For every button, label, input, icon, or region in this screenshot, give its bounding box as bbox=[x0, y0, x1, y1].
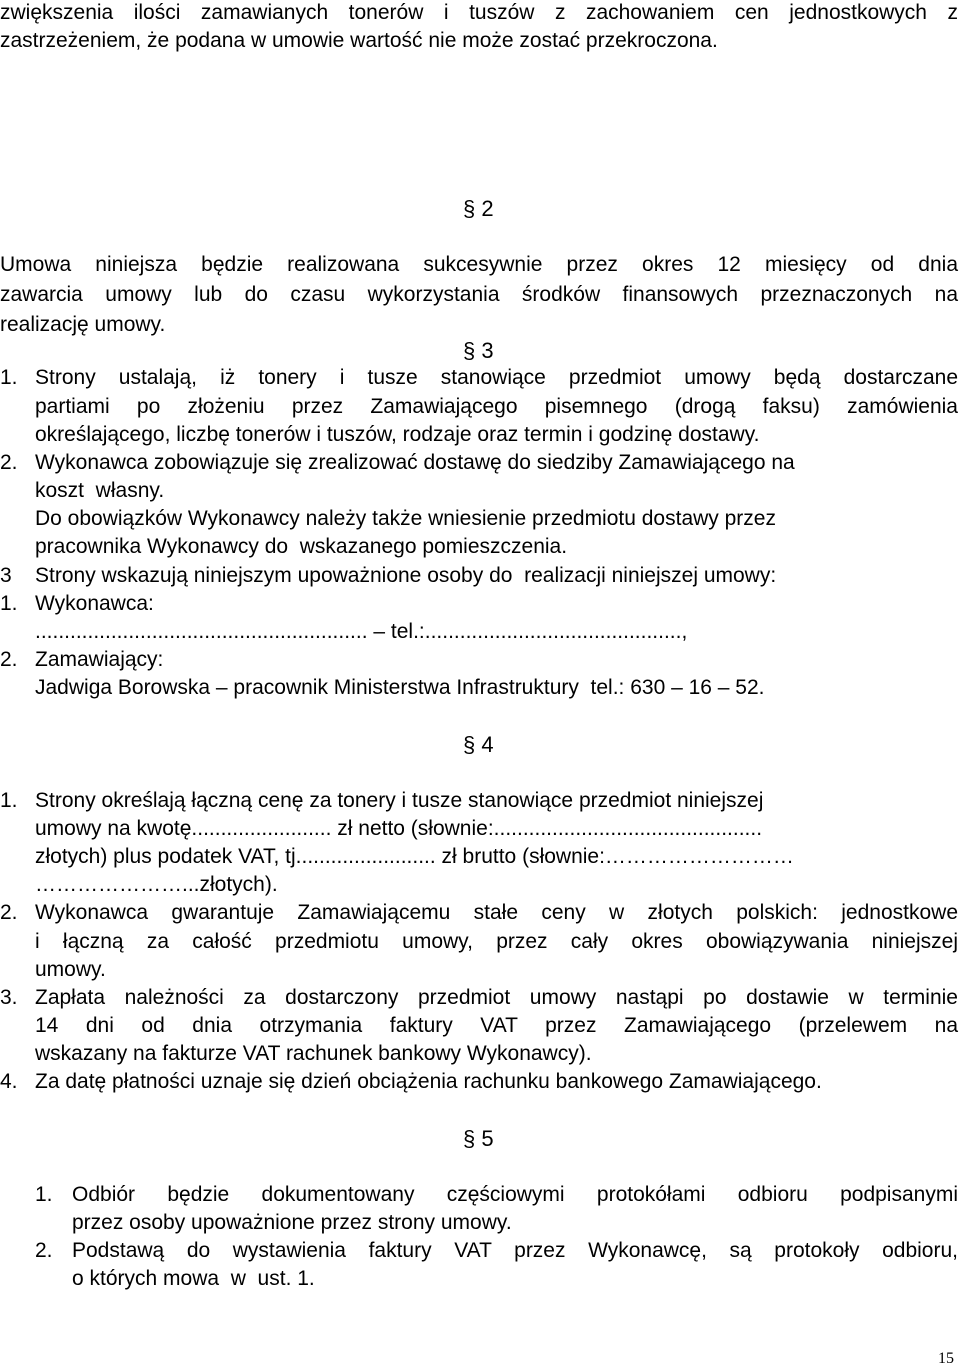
s3-p3-number: 3 bbox=[0, 564, 12, 587]
s5-p2-line-1: Podstawą do wystawienia faktury VAT przez Wykonawcę, są protokoły odbioru, bbox=[72, 1239, 958, 1262]
s4-p3-line-1: Zapłata należności za dostarczony przedmiot umowy nastąpi po dostawie w terminie bbox=[35, 986, 958, 1009]
s4-p3-line-3: wskazany na fakturze VAT rachunek bankowy Wykonawcy). bbox=[35, 1042, 592, 1065]
s3-sub2-line: Jadwiga Borowska – pracownik Ministerstwa Infrastruktury tel.: 630 – 16 – 52. bbox=[35, 676, 765, 699]
s4-p1-line-4: …………………...złotych). bbox=[35, 873, 278, 896]
s3-sub1-label: Wykonawca: bbox=[35, 592, 154, 615]
s3-p1-line-1: Strony ustalają, iż tonery i tusze stanowiące przedmiot umowy będą dostarczane bbox=[35, 366, 958, 389]
intro-line-2: zastrzeżeniem, że podana w umowie wartość nie może zostać przekroczona. bbox=[0, 29, 718, 52]
s3-p1-number: 1. bbox=[0, 366, 18, 389]
section-2-heading: § 2 bbox=[463, 196, 494, 221]
s4-p4-line-1: Za datę płatności uznaje się dzień obciążenia rachunku bankowego Zamawiającego. bbox=[35, 1070, 822, 1093]
s4-p3-number: 3. bbox=[0, 986, 18, 1009]
s3-p2-line-4: pracownika Wykonawcy do wskazanego pomieszczenia. bbox=[35, 535, 568, 558]
section-5-heading: § 5 bbox=[463, 1126, 494, 1151]
s4-p2-line-1: Wykonawca gwarantuje Zamawiającemu stałe ceny w złotych polskich: jednostkowe bbox=[35, 901, 958, 924]
page-number: 15 bbox=[938, 1350, 954, 1367]
s2-line-3: realizację umowy. bbox=[0, 313, 166, 336]
s3-p3-text: Strony wskazują niniejszym upoważnione osoby do realizacji niniejszej umowy: bbox=[35, 564, 777, 587]
s4-p1-line-1: Strony określają łączną cenę za tonery i tusze stanowiące przedmiot niniejszej bbox=[35, 789, 764, 812]
s3-p2-number: 2. bbox=[0, 451, 18, 474]
s4-p2-line-2: i łączną za całość przedmiotu umowy, przez cały okres obowiązywania niniejszej bbox=[35, 930, 958, 953]
s3-sub2-number: 2. bbox=[0, 648, 18, 671]
s3-p1-line-3: określającego, liczbę tonerów i tuszów, rodzaje oraz termin i godzinę dostawy. bbox=[35, 423, 760, 446]
s5-p1-number: 1. bbox=[35, 1183, 53, 1206]
intro-line-1: zwiększenia ilości zamawianych tonerów i tuszów z zachowaniem cen jednostkowych z bbox=[0, 1, 958, 24]
s3-p1-line-2: partiami po złożeniu przez Zamawiającego pisemnego (drogą faksu) zamówienia bbox=[35, 395, 958, 418]
s3-p2-line-3: Do obowiązków Wykonawcy należy także wniesienie przedmiotu dostawy przez bbox=[35, 507, 776, 530]
s5-p2-line-2: o których mowa w ust. 1. bbox=[72, 1267, 315, 1290]
s5-p1-line-2: przez osoby upoważnione przez strony umowy. bbox=[72, 1211, 512, 1234]
s4-p1-line-3: złotych) plus podatek VAT, tj........................ zł brutto (słownie:……………………… bbox=[35, 845, 794, 868]
s4-p2-number: 2. bbox=[0, 901, 18, 924]
s3-sub1-number: 1. bbox=[0, 592, 18, 615]
section-3-heading: § 3 bbox=[463, 338, 494, 363]
s3-sub1-line: ......................................................... – tel.:............................................, bbox=[35, 620, 688, 643]
s4-p2-line-3: umowy. bbox=[35, 958, 106, 981]
s2-line-1: Umowa niniejsza będzie realizowana sukcesywnie przez okres 12 miesięcy od dnia bbox=[0, 253, 958, 276]
s5-p1-line-1: Odbiór będzie dokumentowany częściowymi protokółami odbioru podpisanymi bbox=[72, 1183, 958, 1206]
section-4-heading: § 4 bbox=[463, 732, 494, 757]
s4-p1-number: 1. bbox=[0, 789, 18, 812]
s4-p1-line-2: umowy na kwotę........................ zł netto (słownie:.............................................. bbox=[35, 817, 763, 840]
s3-sub2-label: Zamawiający: bbox=[35, 648, 164, 671]
s3-p2-line-1: Wykonawca zobowiązuje się zrealizować dostawę do siedziby Zamawiającego na bbox=[35, 451, 795, 474]
s5-p2-number: 2. bbox=[35, 1239, 53, 1262]
s4-p3-line-2: 14 dni od dnia otrzymania faktury VAT przez Zamawiającego (przelewem na bbox=[35, 1014, 958, 1037]
s4-p4-number: 4. bbox=[0, 1070, 18, 1093]
s3-p2-line-2: koszt własny. bbox=[35, 479, 165, 502]
s2-line-2: zawarcia umowy lub do czasu wykorzystania środków finansowych przeznaczonych na bbox=[0, 283, 958, 306]
